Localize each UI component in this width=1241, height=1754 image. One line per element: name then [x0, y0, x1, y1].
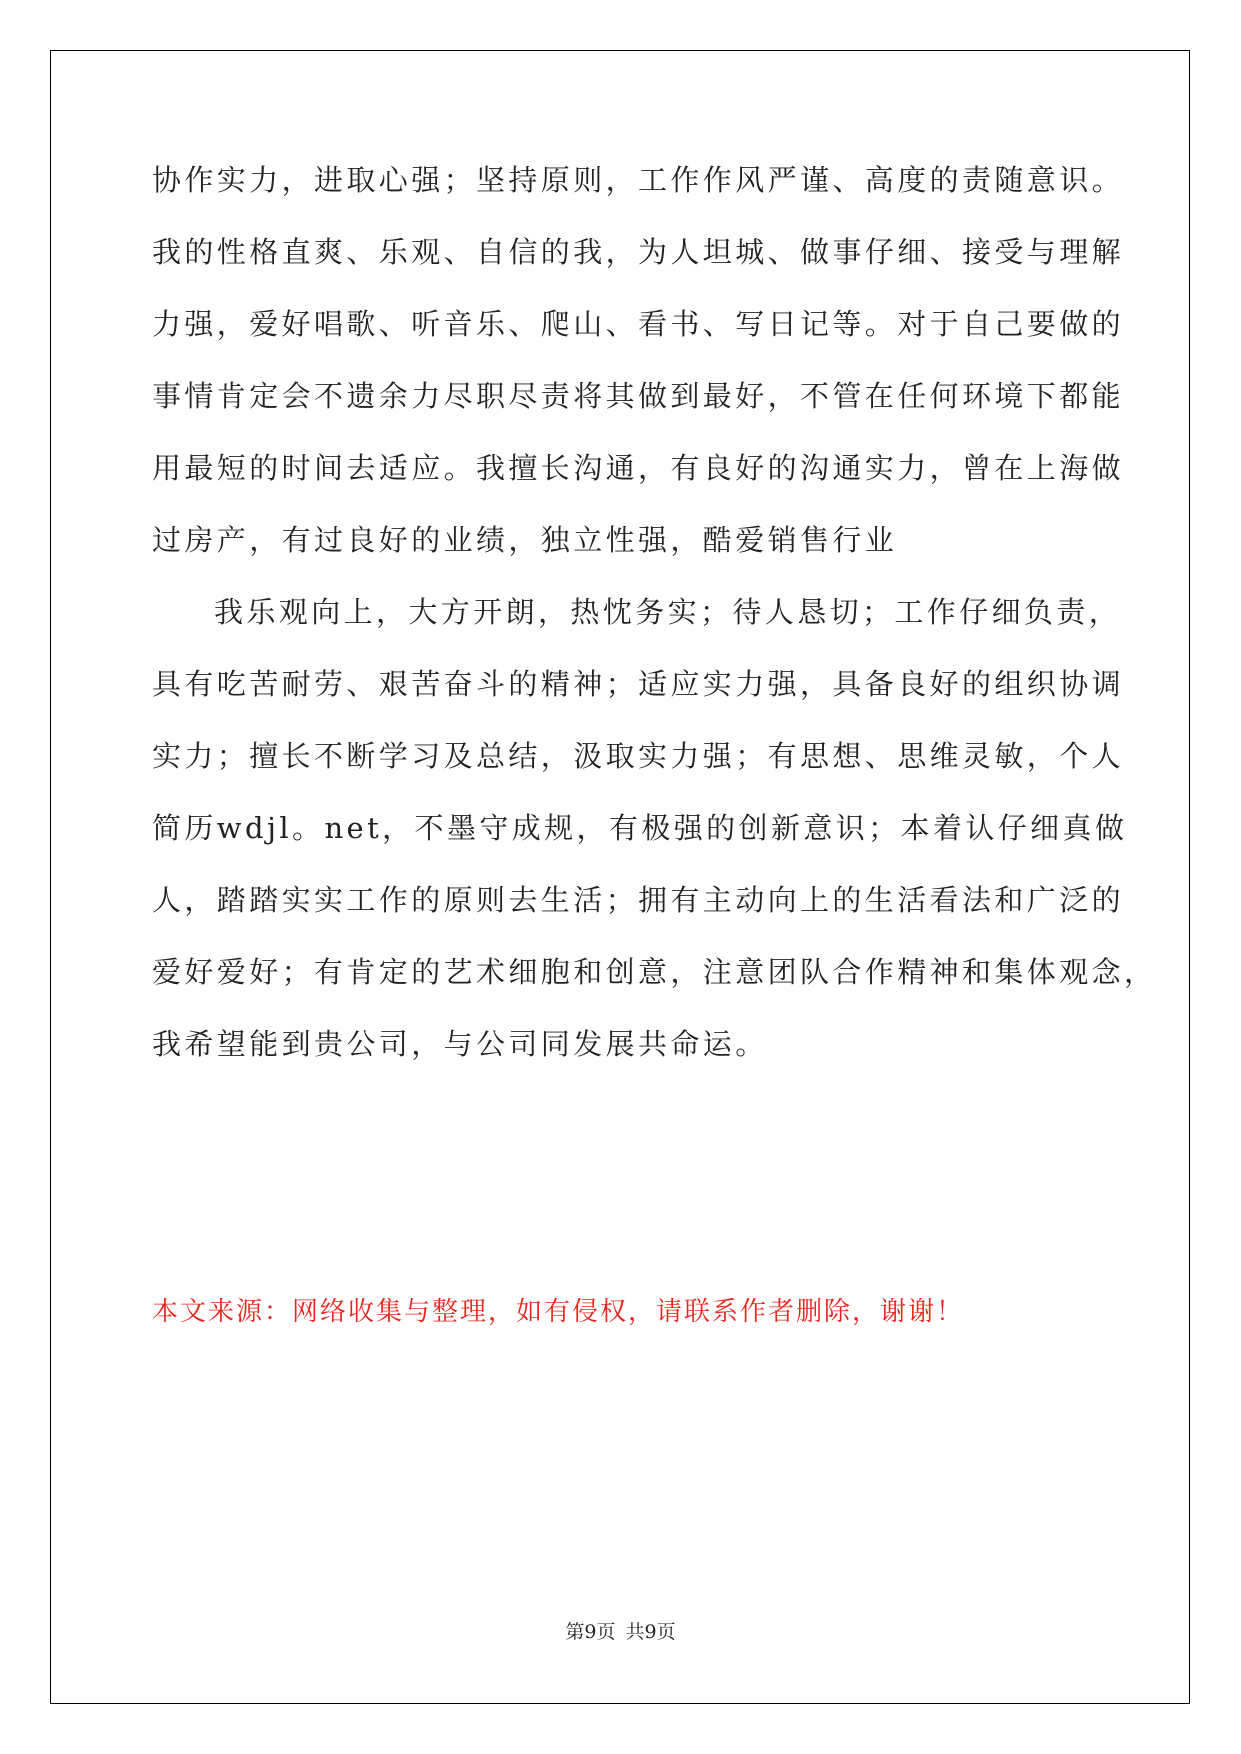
- page-border: [50, 50, 1190, 1704]
- text-line: 用最短的时间去适应。我擅长沟通，有良好的沟通实力，曾在上海做: [152, 451, 1125, 485]
- text-line: 简历wdjl。net，不墨守成规，有极强的创新意识；本着认仔细真做: [152, 811, 1128, 845]
- text-line: 实力；擅长不断学习及总结，汲取实力强；有思想、思维灵敏，个人: [152, 739, 1125, 773]
- text-line: 人，踏踏实实工作的原则去生活；拥有主动向上的生活看法和广泛的: [152, 883, 1125, 917]
- text-line: 爱好爱好；有肯定的艺术细胞和创意，注意团队合作精神和集体观念，: [152, 955, 1157, 989]
- source-disclaimer: 本文来源：网络收集与整理，如有侵权，请联系作者删除，谢谢！: [152, 1297, 965, 1327]
- text-line: 协作实力，进取心强；坚持原则，工作作风严谨、高度的责随意识。: [152, 163, 1125, 197]
- text-line-indented: 我乐观向上，大方开朗，热忱务实；待人恳切；工作仔细负责，: [214, 595, 1122, 629]
- text-line: 力强，爱好唱歌、听音乐、爬山、看书、写日记等。对于自己要做的: [152, 307, 1125, 341]
- text-line: 我希望能到贵公司，与公司同发展共命运。: [152, 1027, 768, 1061]
- text-line: 过房产，有过良好的业绩，独立性强，酷爱销售行业: [152, 523, 898, 557]
- text-line: 具有吃苦耐劳、艰苦奋斗的精神；适应实力强，具备良好的组织协调: [152, 667, 1125, 701]
- text-line: 事情肯定会不遗余力尽职尽责将其做到最好，不管在任何环境下都能: [152, 379, 1125, 413]
- text-line: 我的性格直爽、乐观、自信的我，为人坦城、做事仔细、接受与理解: [152, 235, 1125, 269]
- page-number-footer: 第9页 共9页: [565, 1621, 676, 1643]
